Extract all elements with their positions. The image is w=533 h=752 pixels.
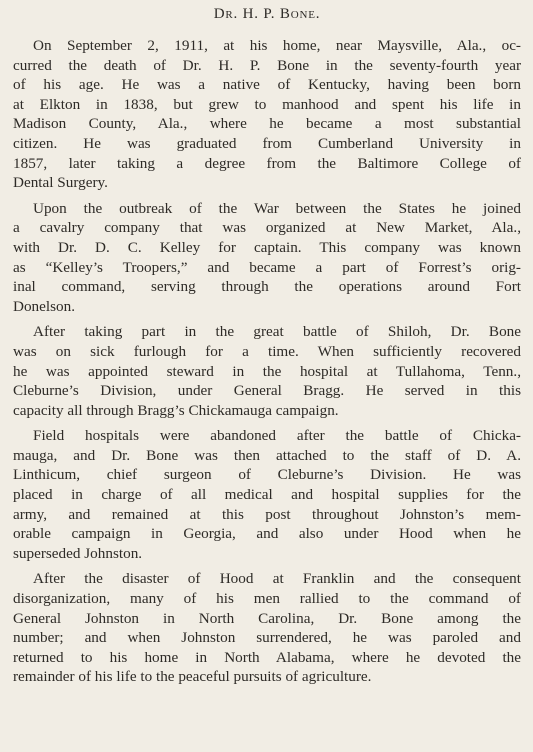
- paragraph: [13, 322, 521, 420]
- text-line: Field hospitals were abandoned after the battle of Chicka-: [33, 427, 521, 445]
- text-line: orable campaign in Georgia, and also under Hood when he: [13, 525, 521, 543]
- text-line: curred the death of Dr. H. P. Bone in the seventy-fourth year: [13, 56, 521, 74]
- paragraph: [13, 569, 521, 687]
- paragraph: [13, 36, 521, 193]
- article-body: [13, 36, 521, 687]
- text-line: returned to his home in North Alabama, where he devoted the: [13, 648, 521, 666]
- text-line: at Elkton in 1838, but grew to manhood and spent his life in: [13, 95, 521, 113]
- text-line: with Dr. D. C. Kelley for captain. This company was known: [13, 238, 521, 256]
- text-line: army, and remained at this post throughout Johnston’s mem-: [13, 505, 521, 523]
- text-line: was on sick furlough for a time. When sufficiently recovered: [13, 342, 521, 360]
- paragraph: [13, 426, 521, 563]
- text-line: capacity all through Bragg’s Chickamauga campaign.: [13, 401, 339, 419]
- text-line: On September 2, 1911, at his home, near Maysville, Ala., oc-: [33, 37, 521, 54]
- page-title: Dr. H. P. Bone.: [213, 6, 321, 22]
- text-line: Madison County, Ala., where he became a most substantial: [13, 115, 521, 133]
- text-line: disorganization, many of his men rallied to the command of: [13, 590, 521, 608]
- text-line: placed in charge of all medical and hospital supplies for the: [13, 486, 521, 504]
- text-line: he was appointed steward in the hospital at Tullahoma, Tenn.,: [13, 362, 521, 380]
- text-line: After taking part in the great battle of Shiloh, Dr. Bone: [33, 323, 521, 341]
- text-line: 1857, later taking a degree from the Baltimore College of: [13, 154, 521, 172]
- text-line: Dental Surgery.: [13, 174, 108, 192]
- text-line: remainder of his life to the peaceful pursuits of agriculture.: [13, 668, 372, 686]
- text-line: Linthicum, chief surgeon of Cleburne’s Division. He was: [13, 466, 521, 484]
- text-line: After the disaster of Hood at Franklin and the consequent: [33, 570, 521, 588]
- text-line: mauga, and Dr. Bone was then attached to the staff of D. A.: [13, 446, 521, 464]
- text-line: citizen. He was graduated from Cumberland University in: [13, 134, 521, 152]
- text-line: of his age. He was a native of Kentucky, having been born: [13, 76, 521, 94]
- text-line: General Johnston in North Carolina, Dr. Bone among the: [13, 609, 521, 627]
- text-line: a cavalry company that was organized at New Market, Ala.,: [13, 219, 521, 237]
- text-line: Donelson.: [13, 297, 76, 315]
- text-line: superseded Johnston.: [13, 544, 143, 562]
- text-line: as “Kelley’s Troopers,” and became a part of Forrest’s orig-: [13, 258, 521, 276]
- paragraph: [13, 199, 521, 317]
- text-line: Upon the outbreak of the War between the States he joined: [33, 199, 521, 217]
- text-line: number; and when Johnston surrendered, he was paroled and: [13, 629, 521, 647]
- text-line: Cleburne’s Division, under General Bragg. He served in this: [13, 382, 521, 400]
- text-line: inal command, serving through the operations around Fort: [13, 278, 521, 296]
